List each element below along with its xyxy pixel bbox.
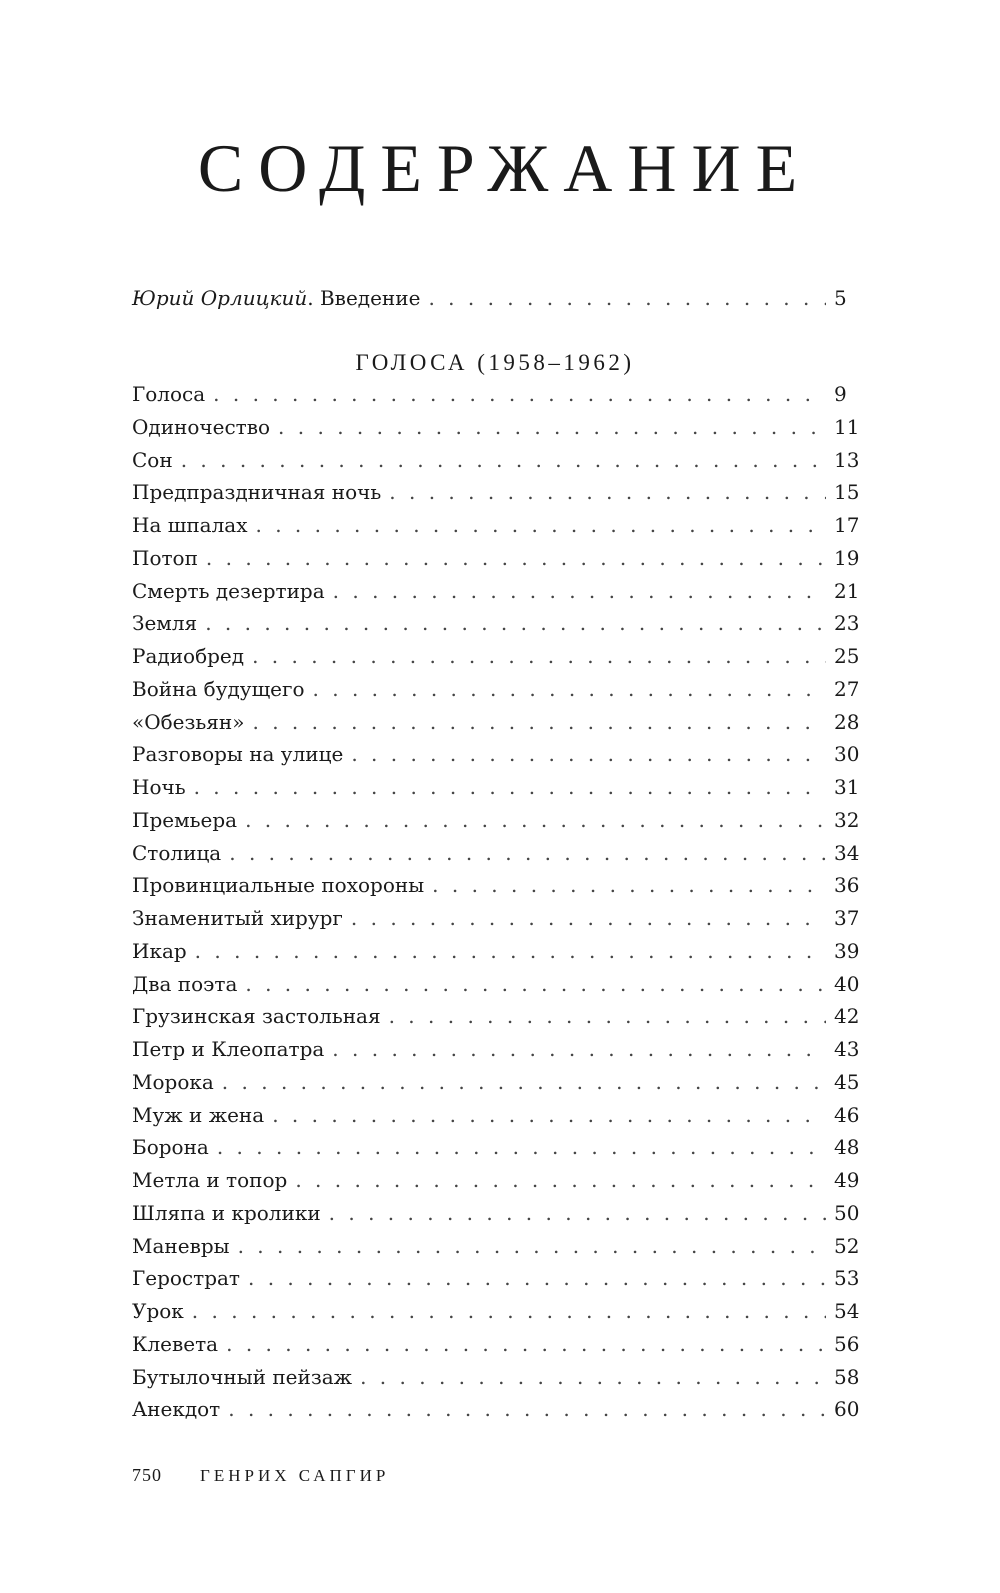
toc-entry-page: 27 [834, 676, 860, 701]
toc-entry-title: Маневры [132, 1233, 230, 1258]
toc-entry[interactable] [132, 1099, 860, 1132]
toc-entry-title: На шпалах [132, 513, 248, 537]
toc-entry-title: Знаменитый хирург [132, 906, 343, 930]
toc-entry-title: Премьера [132, 807, 238, 832]
toc-entry-title: «Обезьян» [132, 709, 245, 734]
toc-entry[interactable] [132, 902, 860, 935]
dot-leader [351, 738, 826, 771]
dot-leader [229, 837, 826, 870]
toc-entry-title: Анекдот [132, 1397, 221, 1422]
dot-leader [226, 1328, 826, 1361]
toc-entry-page: 9 [834, 382, 847, 406]
toc-entry[interactable] [132, 935, 860, 968]
page-footer [132, 1465, 389, 1493]
toc-entry[interactable] [132, 411, 860, 444]
toc-entry-page: 17 [834, 513, 860, 537]
toc-entry[interactable] [132, 509, 860, 542]
dot-leader [428, 286, 826, 310]
toc-entry[interactable] [132, 1328, 860, 1361]
toc-entry-page: 23 [834, 611, 860, 636]
toc-entry[interactable] [132, 1033, 860, 1066]
toc-entry[interactable] [132, 1197, 860, 1230]
dot-leader [272, 1099, 826, 1132]
toc-entry-title: Клевета [132, 1331, 219, 1356]
dot-leader [252, 640, 826, 673]
toc-entry-title: Герострат [132, 1266, 240, 1291]
toc-entry[interactable] [132, 968, 860, 1001]
toc-entry[interactable] [132, 575, 860, 608]
toc-entry-page: 11 [834, 414, 860, 439]
dot-leader [360, 1361, 826, 1394]
toc-entry[interactable] [132, 1066, 860, 1099]
dot-leader [181, 444, 826, 477]
toc-entry-title: Потоп [132, 545, 198, 570]
toc-entry-title: Война будущего [132, 676, 305, 701]
toc-entry-title: Голоса [132, 382, 206, 406]
toc-entry[interactable] [132, 837, 860, 870]
toc-entry-title: Ночь [132, 775, 186, 799]
toc-entry-page: 49 [834, 1168, 860, 1192]
toc-entry[interactable] [132, 607, 860, 640]
toc-intro-entry[interactable] [132, 286, 860, 318]
toc-entry-page: 50 [834, 1200, 860, 1225]
toc-entry-page: 34 [834, 840, 860, 865]
toc-entry-page: 21 [834, 578, 860, 603]
dot-leader [192, 1295, 826, 1328]
toc-entry[interactable] [132, 1295, 860, 1328]
toc-entry-title: Грузинская застольная [132, 1004, 381, 1029]
toc-list [132, 378, 860, 1426]
toc-entry[interactable] [132, 378, 860, 411]
dot-leader [222, 1066, 826, 1099]
toc-entry-title: Разговоры на улице [132, 742, 344, 767]
footer-page-number: 750 [132, 1465, 162, 1485]
toc-entry-title: Шляпа и кролики [132, 1200, 321, 1225]
section-heading: ГОЛОСА (1958–1962) [355, 350, 635, 375]
toc-entry[interactable] [132, 673, 860, 706]
toc-entry[interactable] [132, 444, 860, 477]
dot-leader [432, 869, 826, 902]
toc-entry-page: 54 [834, 1299, 860, 1323]
toc-entry[interactable] [132, 1131, 860, 1164]
toc-entry-page: 60 [834, 1397, 860, 1422]
toc-entry-page: 25 [834, 644, 860, 668]
toc-entry-page: 19 [834, 545, 860, 570]
dot-leader [389, 476, 826, 509]
dot-leader [278, 411, 826, 444]
toc-entry-title: Сон [132, 447, 173, 472]
toc-entry-title: Одиночество [132, 414, 271, 439]
toc-entry[interactable] [132, 640, 860, 673]
page-title: СОДЕРЖАНИЕ [197, 130, 813, 206]
dot-leader [351, 902, 826, 935]
intro-page-number: 5 [834, 286, 847, 310]
toc-entry-title: Провинциальные похороны [132, 873, 425, 898]
toc-entry-title: Столица [132, 840, 222, 865]
toc-entry-page: 56 [834, 1331, 860, 1356]
toc-entry-page: 28 [834, 709, 860, 734]
dot-leader [389, 1000, 826, 1033]
toc-entry[interactable] [132, 1393, 860, 1426]
toc-entry-title: Земля [132, 611, 198, 636]
toc-entry-page: 42 [834, 1004, 860, 1029]
toc-entry-page: 53 [834, 1266, 860, 1291]
dot-leader [245, 804, 826, 837]
dot-leader [228, 1393, 826, 1426]
toc-entry-title: Метла и топор [132, 1168, 288, 1192]
dot-leader [205, 607, 826, 640]
toc-entry-page: 48 [834, 1135, 860, 1160]
toc-entry-title: Морока [132, 1069, 214, 1094]
dot-leader [217, 1131, 826, 1164]
dot-leader [206, 542, 826, 575]
toc-entry-page: 32 [834, 807, 860, 832]
toc-entry-page: 45 [834, 1069, 860, 1094]
toc-entry[interactable] [132, 771, 860, 804]
intro-title: Введение [319, 286, 421, 310]
dot-leader [333, 575, 826, 608]
toc-entry[interactable] [132, 542, 860, 575]
toc-entry-page: 36 [834, 873, 860, 898]
dot-leader [213, 378, 826, 411]
dot-leader [255, 509, 826, 542]
toc-entry-page: 13 [834, 447, 860, 472]
intro-separator: . [307, 286, 320, 310]
toc-entry-title: Петр и Клеопатра [132, 1037, 325, 1061]
toc-entry[interactable] [132, 1230, 860, 1263]
dot-leader [313, 673, 826, 706]
toc-entry-title: Икар [132, 938, 187, 963]
toc-entry-title: Два поэта [132, 971, 238, 996]
toc-entry-title: Муж и жена [132, 1102, 265, 1127]
toc-entry[interactable] [132, 738, 860, 771]
toc-entry[interactable] [132, 1000, 860, 1033]
toc-entry-page: 39 [834, 938, 860, 963]
toc-entry-title: Борона [132, 1135, 209, 1160]
dot-leader [238, 1230, 826, 1263]
toc-entry-page: 46 [834, 1102, 860, 1127]
toc-entry-page: 15 [834, 480, 860, 505]
dot-leader [245, 968, 826, 1001]
toc-entry[interactable] [132, 1164, 860, 1197]
toc-entry[interactable] [132, 476, 860, 509]
toc-entry-title: Урок [132, 1299, 184, 1323]
toc-entry[interactable] [132, 1262, 860, 1295]
dot-leader [194, 771, 826, 804]
toc-entry-title: Смерть дезертира [132, 578, 325, 603]
toc-entry[interactable] [132, 804, 860, 837]
toc-entry-page: 30 [834, 742, 860, 767]
dot-leader [253, 706, 827, 739]
toc-entry-title: Бутылочный пейзаж [132, 1364, 353, 1389]
toc-entry-page: 52 [834, 1233, 860, 1258]
toc-entry-page: 40 [834, 971, 860, 996]
dot-leader [329, 1197, 826, 1230]
dot-leader [295, 1164, 826, 1197]
dot-leader [195, 935, 826, 968]
toc-entry-page: 31 [834, 775, 860, 799]
dot-leader [248, 1262, 826, 1295]
toc-entry-page: 58 [834, 1364, 860, 1389]
toc-entry-title: Предпраздничная ночь [132, 480, 382, 505]
toc-entry-page: 43 [834, 1037, 860, 1061]
toc-entry[interactable] [132, 869, 860, 902]
footer-author: ГЕНРИХ САПГИР [200, 1466, 390, 1485]
intro-author: Юрий Орлицкий [132, 286, 308, 310]
toc-entry-title: Радиобред [132, 644, 245, 668]
toc-entry[interactable] [132, 706, 860, 739]
toc-entry[interactable] [132, 1361, 860, 1394]
toc-entry-page: 37 [834, 906, 860, 930]
dot-leader [332, 1033, 826, 1066]
